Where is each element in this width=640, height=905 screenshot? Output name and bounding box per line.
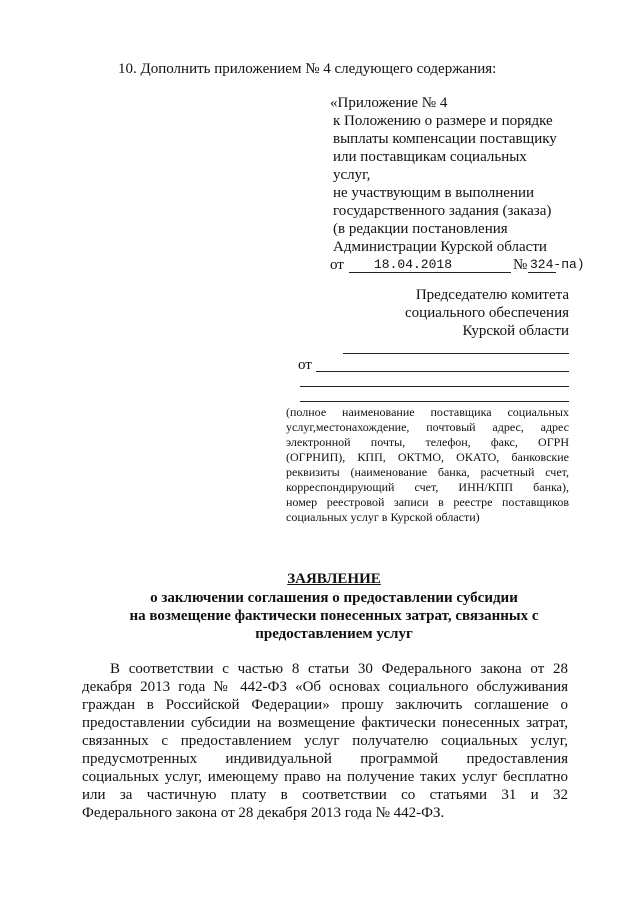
- statement-subtitle: предоставлением услуг: [255, 626, 413, 642]
- appendix-line: (в редакции постановления: [333, 221, 508, 237]
- body-line: предусмотренных индивидуальной программой предоставления: [82, 751, 568, 767]
- from-label: от: [298, 357, 312, 373]
- date-prefix: от: [330, 257, 344, 273]
- statement-subtitle: на возмещение фактически понесенных затрат, связанных с: [129, 608, 539, 624]
- body-line: декабря 2013 года № 442-ФЗ «Об основах социального обслуживания: [82, 679, 568, 695]
- appendix-line: или поставщикам социальных: [333, 149, 527, 165]
- date-underline: [349, 272, 511, 273]
- body-line: предоставлении субсидии на возмещение фактически понесенных затрат,: [82, 715, 568, 731]
- appendix-line: «Приложение № 4: [330, 95, 448, 111]
- hint-line: реквизиты (наименование банка, расчетный счет,: [286, 465, 569, 479]
- hint-line: (ОГРНИП), КПП, ОКТМО, ОКАТО, банковские: [286, 450, 569, 464]
- hint-line: услуг,местонахождение, почтовый адрес, адрес: [286, 420, 569, 434]
- intro-line: 10. Дополнить приложением № 4 следующего содержания:: [118, 61, 497, 77]
- hint-line: номер реестровой записи в реестре поставщиков: [286, 495, 569, 509]
- body-line: или за частичную плату в соответствии со статьями 31 и 32: [82, 787, 568, 803]
- number-underline: [528, 272, 556, 273]
- hint-line: корреспондирующий счет, ИНН/КПП банка),: [286, 480, 569, 494]
- appendix-line: Администрации Курской области: [333, 239, 547, 255]
- hint-line: социальных услуг в Курской области): [286, 510, 480, 524]
- appendix-line: государственного задания (заказа): [333, 203, 552, 219]
- blank-line: [343, 353, 569, 354]
- appendix-line: к Положению о размере и порядке: [333, 113, 553, 129]
- number-prefix: №: [513, 257, 528, 273]
- body-line: В соответствии с частью 8 статьи 30 Федерального закона от 28: [110, 661, 568, 677]
- body-line: граждан в Российской Федерации» прошу заключить соглашение о: [82, 697, 568, 713]
- body-line: связанных с предоставлением услуг получателю социальных услуг,: [82, 733, 568, 749]
- addressee-line: Курской области: [462, 323, 569, 339]
- appendix-line: услуг,: [333, 167, 371, 183]
- statement-subtitle: о заключении соглашения о предоставлении субсидии: [150, 590, 518, 606]
- hint-line: (полное наименование поставщика социальных: [286, 405, 569, 419]
- body-line: социальных услуг, имеющему право на получение таких услуг бесплатно: [82, 769, 568, 785]
- appendix-line: выплаты компенсации поставщику: [333, 131, 557, 147]
- appendix-line: не участвующим в выполнении: [333, 185, 535, 201]
- statement-title: ЗАЯВЛЕНИЕ: [287, 571, 381, 587]
- date-value: 18.04.2018: [374, 257, 453, 272]
- hint-line: электронной почты, телефон, факс, ОГРН: [286, 435, 569, 449]
- number-value: 324-па): [530, 257, 585, 272]
- blank-line: [316, 371, 569, 372]
- body-line: Федерального закона от 28 декабря 2013 года № 442-ФЗ.: [82, 805, 445, 821]
- addressee-line: Председателю комитета: [415, 287, 569, 303]
- blank-line: [300, 386, 569, 387]
- blank-line: [300, 401, 569, 402]
- addressee-line: социального обеспечения: [405, 305, 569, 321]
